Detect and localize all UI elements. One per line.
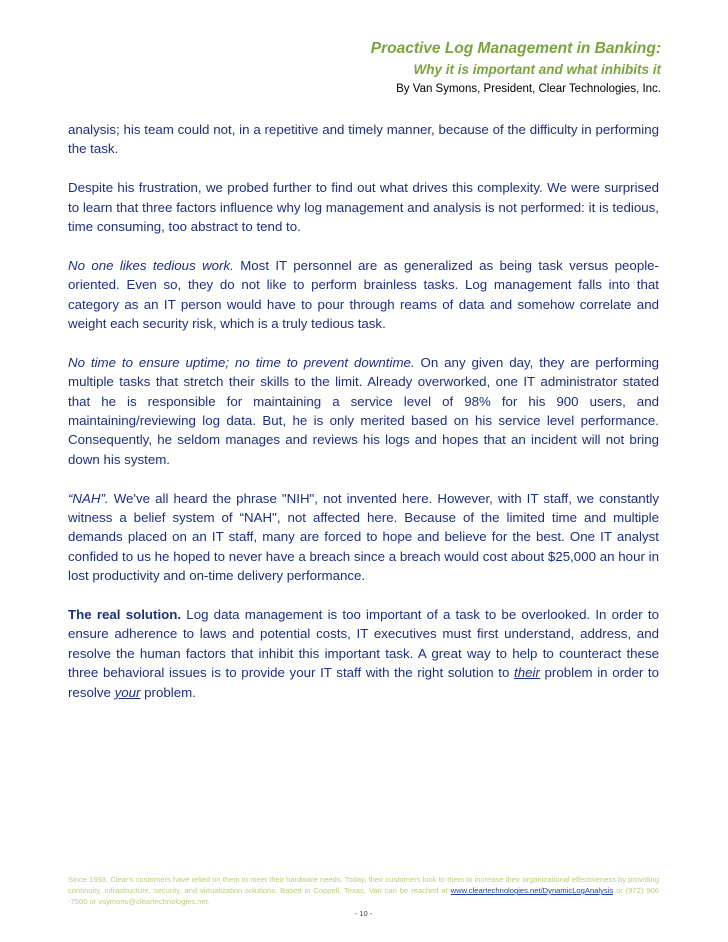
- page-number: - 10 -: [354, 909, 373, 918]
- paragraph-tedious-work: [68, 256, 659, 334]
- footer-link[interactable]: www.cleartechnologies.net/DynamicLogAnalysis: [450, 886, 614, 895]
- paragraph-lead: No time to ensure uptime; no time to prevent downtime.: [68, 354, 415, 370]
- paragraph-body: We've all heard the phrase "NIH", not invented here. However, with IT staff, we constantly witness a belief system of “NAH", not affected here. Because of the limited time and multiple demands placed on an IT staff, many are forced to hope and believe for the best. One IT analyst confided to us he hoped to never have a breach since a breach would cost about $25,000 an hour in lost productivity and on-time delivery performance.: [68, 490, 659, 584]
- paragraph-body: Log data management is too important of a task to be overlooked. In order to ensure adherence to laws and potential costs, IT executives must first understand, address, and resolve the human factors that inhibit this important task. A great way to help to counteract these three behavioral issues is to provide your IT staff with the right solution to: [68, 607, 659, 681]
- paragraph-2: Despite his frustration, we probed further to find out what drives this complexity. We were surprised to learn that three factors influence why log management and analysis is not performed: it is tedious, time consuming, too abstract to tend to.: [68, 180, 659, 235]
- paragraph-body: problem.: [140, 684, 196, 700]
- paragraph-lead: “NAH”.: [68, 490, 109, 506]
- page-header: [371, 38, 661, 98]
- body-text: [68, 120, 659, 722]
- paragraph-lead: The real solution.: [68, 607, 182, 623]
- paragraph-real-solution: [68, 605, 659, 702]
- paragraph-body: On any given day, they are performing multiple tasks that stretch their skills to the limit. Already overworked, one IT administrator stated that he is responsible for maintaining a service level of 98% for his 900 users, and maintaining/reviewing log data. But, he is only merited based on his service level performance. Consequently, he seldom manages and reviews his logs and hopes that an incident will not bring down his system.: [68, 354, 659, 467]
- paragraph-no-time: [68, 353, 659, 469]
- footer-contact: or (972) 906 -7500 or vsymons@cleartechnologies.net.: [68, 886, 660, 906]
- document-subtitle: Why it is important and what inhibits it: [413, 62, 661, 77]
- paragraph-lead: No one likes tedious work.: [68, 257, 234, 273]
- document-title: Proactive Log Management in Banking:: [370, 40, 661, 57]
- footer-note: [68, 874, 659, 907]
- paragraph-body: problem in order to resolve: [68, 665, 660, 700]
- page-footer: [68, 874, 659, 919]
- paragraph-1: analysis; his team could not, in a repetitive and timely manner, because of the difficulty in performing the task.: [68, 122, 659, 157]
- author-byline: By Van Symons, President, Clear Technologies, Inc.: [396, 83, 661, 95]
- paragraph-body: Most IT personnel are as generalized as being task versus people-oriented. Even so, they do not like to perform brainless tasks. Log management falls into that category as an IT person would have to pour through reams of data and somehow correlate and weight each security risk, which is a truly tedious task.: [68, 257, 659, 332]
- footer-text: Since 1993, Clear's customers have relied on them to meet their hardware needs. Today, their customers look to them to increase their organizational effectiveness by providing continuity, infrastructure, security, and virtualization solutions. Based in Coppell, Texas, Van can be reached at: [68, 875, 659, 895]
- emphasis-your: your: [114, 684, 141, 700]
- emphasis-their: their: [514, 665, 540, 681]
- paragraph-nah: [68, 489, 659, 586]
